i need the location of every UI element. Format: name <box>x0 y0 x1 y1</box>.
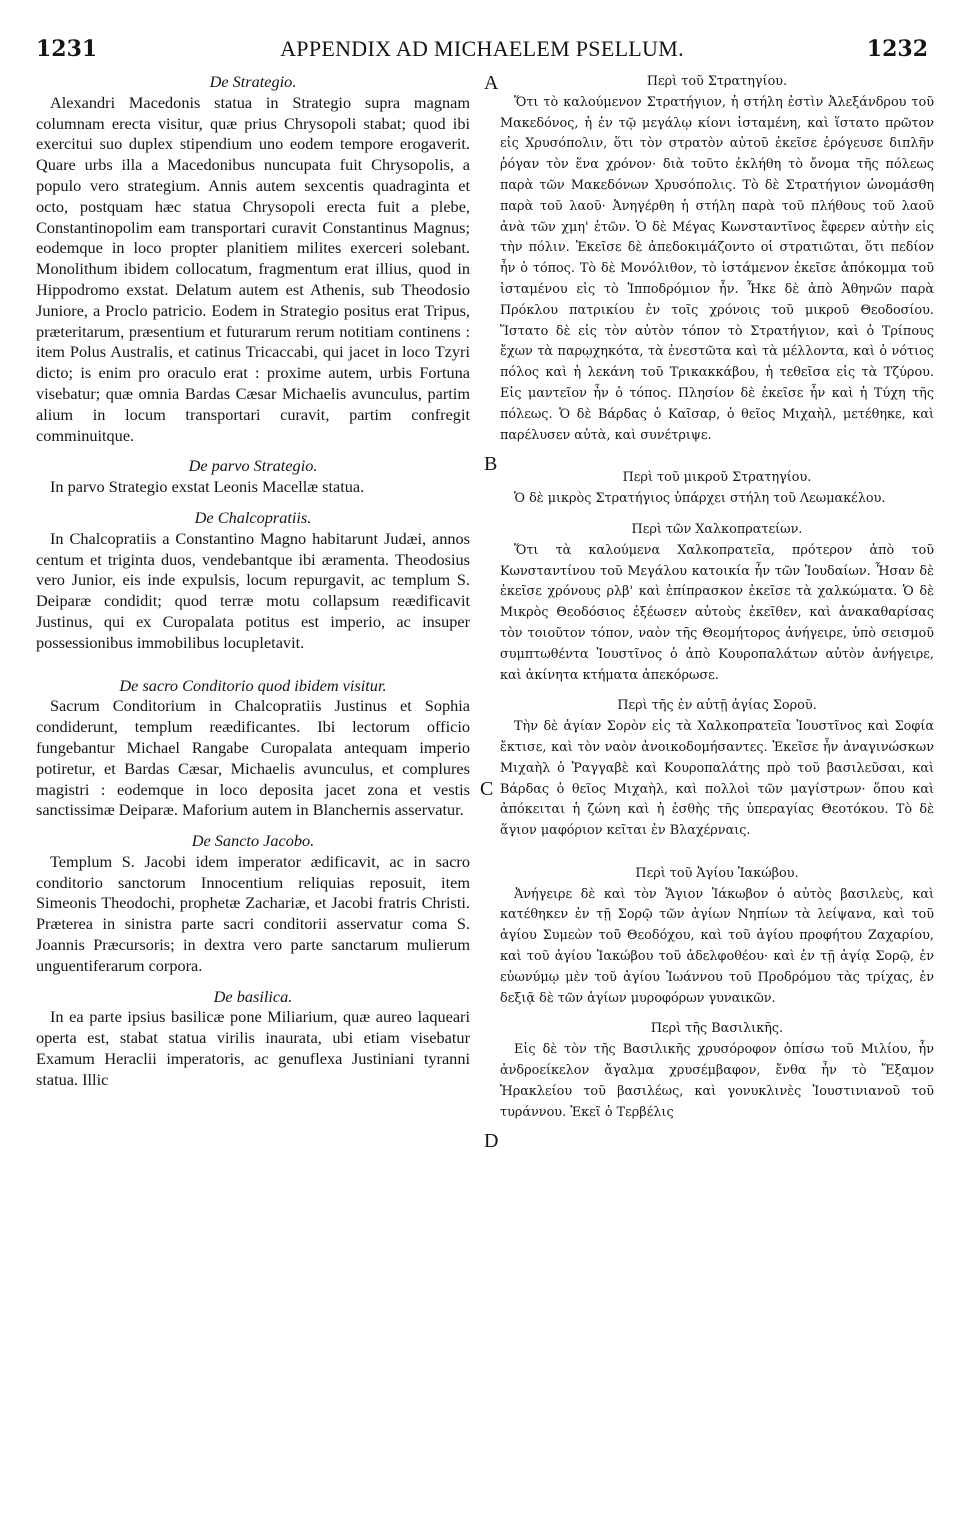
greek-paragraph: Τὴν δὲ ἁγίαν Σορὸν εἰς τὰ Χαλκοπρατεῖα Ἰουστῖνος καὶ Σοφία ἔκτισε, καὶ τὸν ναὸν ἀνοικοδομήσαντες. Ἐκεῖσε ἦν ἀναγινώσκων Μιχαὴλ ὁ Ῥαγγαβὲ καὶ Κουροπαλάτης πρὸ τοῦ βασιλεῦσαι, καὶ Βάρδας ὁ θεῖος Μιχαὴλ, καὶ πολλοὶ τῶν μαγίστρων· ὅπου καὶ ἀπόκειται ἡ ζώνη καὶ ἡ ἐσθὴς τῆς ὑπεραγίας Θεοτόκου. Τὸ δὲ ἅγιον μαφόριον κεῖται ἐν Βλαχέρναις. <box>500 719 934 839</box>
latin-paragraph: In Chalcopratiis a Constantino Magno habitarunt Judæi, annos centum et triginta duos, vendebantque ibi æramenta. Theodosius vero Junior, eis inde expulsis, locum repurgavit, ac templum S. Deiparæ condidit; quod terræ motu collapsum reædificavit Justinus, qui ex Curopalata potitus est imperio, ac insuper possessionibus immobilibus locupletavit. <box>36 528 470 652</box>
greek-column <box>500 72 934 1123</box>
left-page-number: 1231 <box>36 36 98 62</box>
latin-paragraph: Alexandri Macedonis statua in Strategio supra magnam columnam erecta visitur, quæ prius Chrysopoli stabat; quod ibi exercitui suo duplex stipendium uno eodem tempore erogaverit. Quare urbs illa a Macedonibus nuncupata fuit Chrysopolis, a populo vero strategium. Annis autem sexcentis quadraginta et octo, postquam hæc statua Chrysopoli erecta fuit a plebe, Constantinopolim eam transportari curavit Constantinus Magnus; eodemque in loco propter planitiem milites exerceri solebant. Monolithum ibidem collocatum, fragmentum erat illius, quod in Hippodromo exstat. Delatum autem est Athenis, sub Theodosio Juniore, a Proclo patricio. Eodem in Strategio positus erat Tripus, præteritarum, præsentium et futurarum rerum notitiam continens : item Polus Australis, et catinus Tricaccabi, qui jacet in loco Tzyri dicto; is enim pro oraculo erat : proxime autem, urbis Fortuna visebatur; quæ omnia Bardas Cæsar Michaelis avunculus, partim alium in locum transportari curavit, partim confregit comminuitque. <box>36 92 470 445</box>
greek-paragraph: Εἰς δὲ τὸν τῆς Βασιλικῆς χρυσόροφον ὀπίσω τοῦ Μιλίου, ἦν ἀνδροείκελον ἄγαλμα χρυσέμβαφον, ἔνθα ἦν τὸ Ἔξαμον Ἡρακλείου τοῦ βασιλέως, καὶ γονυκλινὲς Ἰουστινιανοῦ τοῦ τυράννου. Ἐκεῖ ὁ Τερβέλις <box>500 1042 934 1120</box>
greek-section-heading: Περὶ τῆς ἐν αὐτῇ ἁγίας Σοροῦ. <box>617 698 817 714</box>
greek-section-heading: Περὶ τῶν Χαλκοπρατείων. <box>631 521 803 537</box>
greek-section-heading: Περὶ τοῦ μικροῦ Στρατηγίου. <box>622 470 812 486</box>
greek-section-heading: Περὶ τοῦ Στρατηγίου. <box>646 74 788 89</box>
latin-paragraph: In parvo Strategio exstat Leonis Macellæ statua. <box>50 477 365 497</box>
latin-paragraph: Sacrum Conditorium in Chalcopratiis Justinus et Sophia condiderunt, templum reædificantes. Ibi lectorum officio fungebantur Michael Rangabe Curopalata antequam imperio potiretur, et Bardas Cæsar, Michaelis avunculus, et complures magistri : eodemque in loco deposita jacet zona et vestis sanctissimæ Deiparæ. Maforium autem in Blanchernis asservatur. <box>36 696 470 820</box>
margin-marker-c: C <box>480 778 494 800</box>
latin-section-heading: De basilica. <box>213 986 293 1006</box>
greek-section-heading: Περὶ τῆς Βασιλικῆς. <box>650 1021 784 1037</box>
right-page-number: 1232 <box>866 36 928 62</box>
margin-marker-b: B <box>484 453 498 475</box>
latin-paragraph: In ea parte ipsius basilicæ pone Miliarium, quæ aureo laqueari operta est, stabat statua virilis inaurata, ubi etiam visebatur Examum Heraclii imperatoris, ac genuflexa Justiniani tyranni statua. Illic <box>36 1007 470 1089</box>
latin-section-heading: De Sancto Jacobo. <box>191 831 315 851</box>
latin-paragraph: Templum S. Jacobi idem imperator ædificavit, ac in sacro conditorio sanctorum Innocentium reliquias reposuit, item Simeonis Theodochi, prophetæ Zachariæ, et Jacobi fratris Christi. Præterea in sinistra parte sacri conditorii asservatur coma S. Joannis Præcursoris; in dextra vero parte sanctarum mulierum unguentiferarum corpora. <box>36 851 470 975</box>
greek-paragraph: Ὅτι τὰ καλούμενα Χαλκοπρατεῖα, πρότερον ἀπὸ τοῦ Κωνσταντίνου τοῦ Μεγάλου κατοικία ἦν τῶν Ἰουδαίων. Ἦσαν δὲ ἐκεῖσε χρόνους ρλβ' καὶ ἐπίπρασκον ἐκεῖσε τὰ χαλκώματα. Ὁ δὲ Μικρὸς Θεοδόσιος ἐξέωσεν αὐτοὺς ἐκεῖθεν, καὶ ἀνακαθαρίσας τὸν τοιοῦτον τόπον, ναὸν τῆς Θεομήτορος ἀνήγειρε, ὑπὸ σεισμοῦ συμπτωθέντα Ἰουστῖνος ὁ ἀπὸ Κουροπαλάτων αὐτὸν ἀνήγειρε, καὶ ἀκίνητα κτήματα ἀπεκόρωσε. <box>500 542 934 683</box>
latin-section-heading: De Strategio. <box>209 72 297 91</box>
margin-marker-a: A <box>484 72 499 94</box>
running-title: APPENDIX AD MICHAELEM PSELLUM. <box>280 36 684 61</box>
latin-column <box>36 72 470 1091</box>
page-header <box>0 0 964 62</box>
margin-marker-d: D <box>484 1130 499 1152</box>
latin-section-heading: De parvo Strategio. <box>188 456 318 476</box>
greek-section-heading: Περὶ τοῦ Ἁγίου Ἰακώβου. <box>635 865 799 881</box>
latin-section-heading: De Chalcopratiis. <box>194 507 312 527</box>
latin-section-heading: De sacro Conditorio quod ibidem visitur. <box>119 675 387 695</box>
greek-paragraph: Ἀνήγειρε δὲ καὶ τὸν Ἅγιον Ἰάκωβον ὁ αὐτὸς βασιλεὺς, καὶ κατέθηκεν ἐν τῇ Σορῷ τῶν ἁγίων Νηπίων τὰ λείψανα, καὶ τοῦ ἁγίου Συμεὼν τοῦ Θεοδόχου, καὶ τοῦ ἁγίου προφήτου Ζαχαρίου, καὶ τοῦ ἁγίου Ἰακώβου τοῦ ἀδελφοθέου· καὶ ἐν τῇ ἁγίᾳ Σορῷ, ἐν εὐωνύμῳ μὲν τοῦ ἁγίου Ἰωάννου τοῦ Προδρόμου τὰς τρίχας, ἐν δεξιᾷ δὲ τῶν ἁγίων μυροφόρων γυναικῶν. <box>500 886 934 1006</box>
greek-paragraph: Ὁ δὲ μικρὸς Στρατήγιος ὑπάρχει στήλη τοῦ Λεωμακέλου. <box>514 491 886 507</box>
greek-paragraph: Ὅτι τὸ καλούμενον Στρατήγιον, ἡ στήλη ἐστὶν Ἀλεξάνδρου τοῦ Μακεδόνος, ἡ ἐν τῷ μεγάλῳ κίονι ἱσταμένη, καὶ ἵστατο πρῶτον εἰς Χρυσόπολιν, ὅτι τὸν στρατὸν αὐτοῦ ἐκεῖσε ἐρόγευσε διπλῆν ῥόγαν τὸν ἕνα χρόνον· διὰ τοῦτο ἐκλήθη τὸ ὄνομα τῆς πόλεως παρὰ τῶν Μακεδόνων Χρυσόπολις. Τὸ δὲ Στρατήγιον ὠνομάσθη παρὰ τοῦ λαοῦ· Ἀνηγέρθη ἡ στήλη παρὰ τοῦ πλήθους τοῦ λαοῦ ἀνὰ τῶν χμη' ἐτῶν. Ὁ δὲ Μέγας Κωνσταντῖνος ἔφερεν αὐτὴν εἰς τὴν πόλιν. Ἐκεῖσε δὲ ἀπεδοκιμάζοντο οἱ στρατιῶται, ὅτι πεδίον ἦν ὁ τόπος. Τὸ δὲ Μονόλιθον, τὸ ἱστάμενον ἐκεῖσε ἀπόκομμα τοῦ ἱσταμένου εἰς τὸ Ἱπποδρόμιον ἦν. Ἧκε δὲ ἀπὸ Ἀθηνῶν παρὰ Πρόκλου πατρικίου ἐν τοῖς χρόνοις τοῦ μικροῦ Θεοδοσίου. Ἵστατο δὲ εἰς τὸν αὐτὸν τόπον τὸ Στρατήγιον, καὶ ὁ Τρίπους ἔχων τὰ παρῳχηκότα, τὰ ἐνεστῶτα καὶ τὰ μέλλοντα, καὶ ὁ νότιος πόλος καὶ ἡ λεκάνη τοῦ Τρικακκάβου, ἡ τεθεῖσα εἰς τὰ Τζύρου. Εἰς μαντεῖον ἦν ὁ τόπος. Πλησίον δὲ ἐκεῖσε ἦν καὶ ἡ Τύχη τῆς πόλεως. Ὁ δὲ Βάρδας ὁ Καῖσαρ, ὁ θεῖος Μιχαὴλ, μετέθηκε, καὶ παρέλυσεν αὐτὰ, καὶ συνέτριψε. <box>500 94 934 443</box>
